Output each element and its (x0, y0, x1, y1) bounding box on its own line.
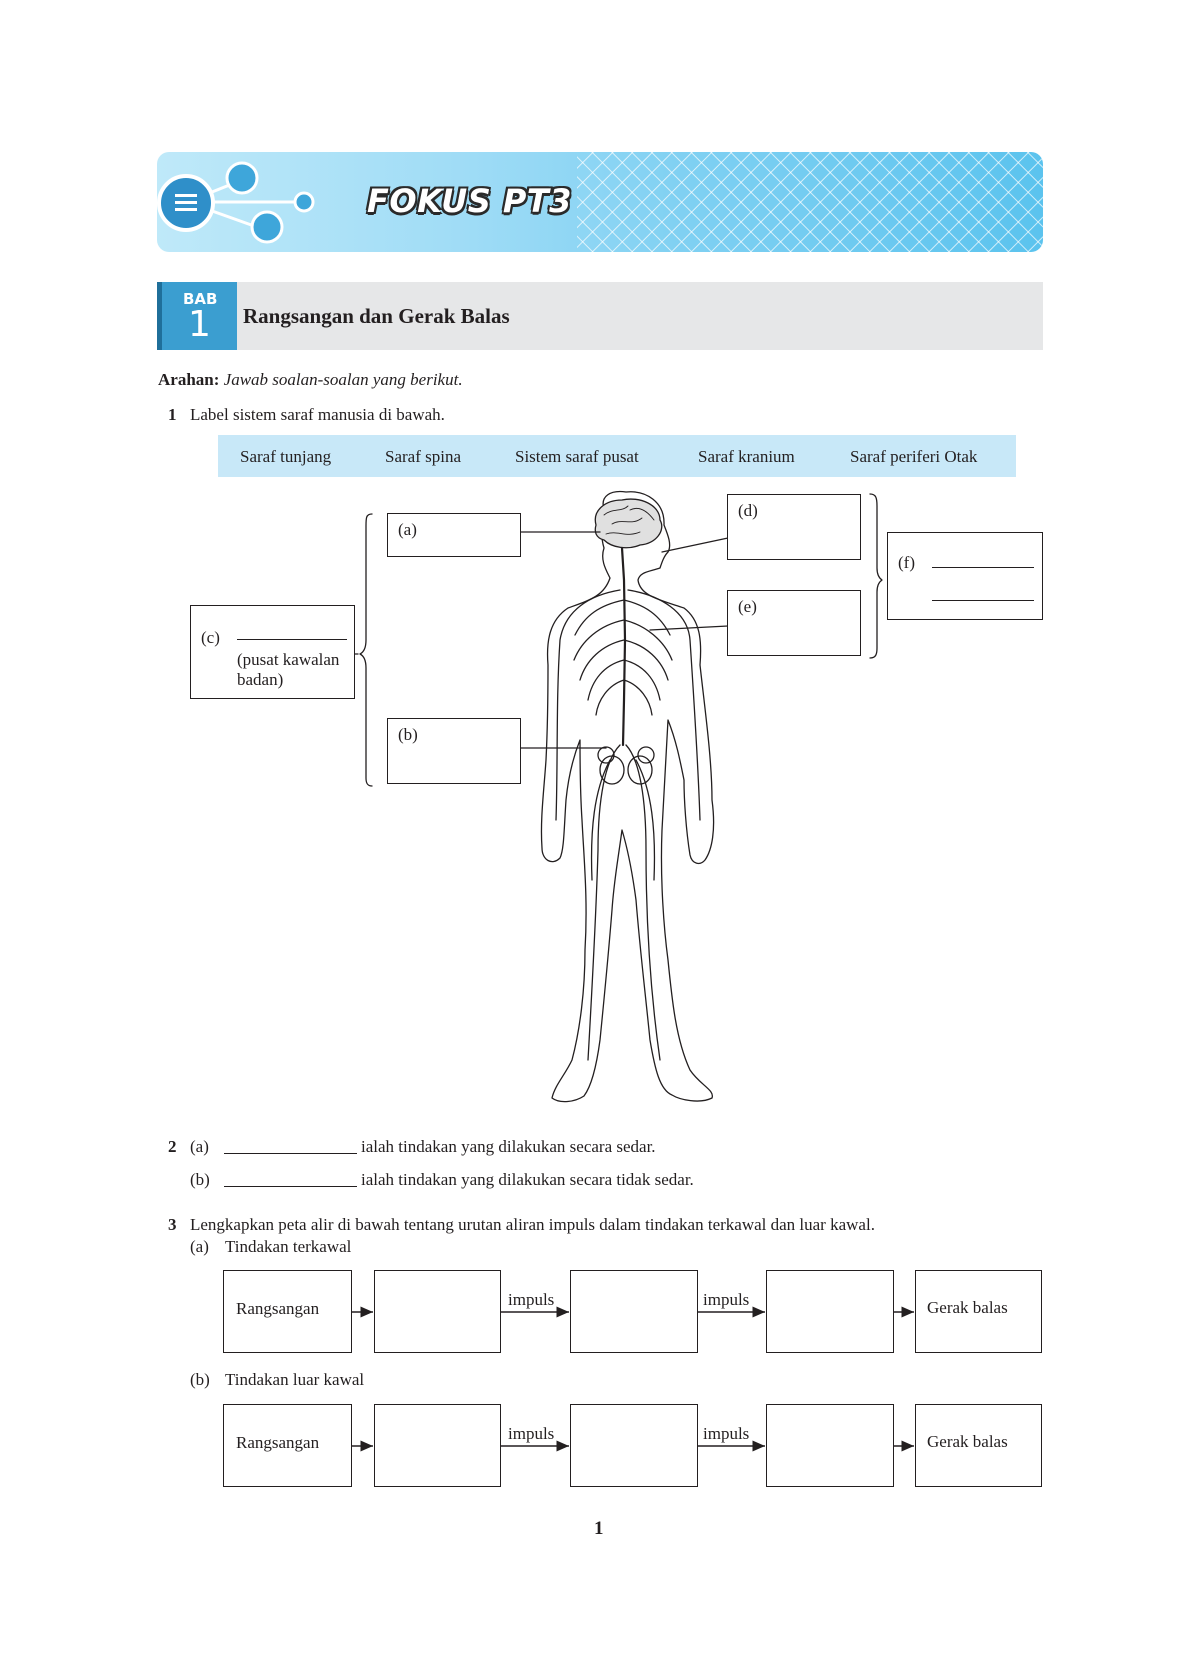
word-bank-item: Sistem saraf pusat (515, 447, 639, 466)
word-bank-item: Saraf periferi Otak (850, 447, 978, 466)
chapter-number: 1 (188, 304, 211, 345)
q3b-title: Tindakan luar kawal (225, 1370, 365, 1389)
impulse-label: impuls (703, 1290, 750, 1309)
page-number: 1 (594, 1518, 604, 1539)
flow-a-end-text: Gerak balas (927, 1298, 1008, 1317)
q2b-label: (b) (190, 1170, 210, 1189)
q2a-label: (a) (190, 1137, 209, 1156)
q3-number: 3 (168, 1215, 177, 1234)
label-d: (d) (738, 501, 758, 520)
q3-text: Lengkapkan peta alir di bawah tentang urutan aliran impuls dalam tindakan terkawal dan luar kawal. (190, 1215, 875, 1234)
banner-title: FOKUS PT3 (367, 182, 572, 220)
impulse-label: impuls (508, 1424, 555, 1443)
word-bank-item: Saraf kranium (698, 447, 795, 466)
q3a-title: Tindakan terkawal (225, 1237, 352, 1256)
instruction-label: Arahan: (158, 370, 220, 389)
q2b-text: ialah tindakan yang dilakukan secara tidak sedar. (361, 1170, 694, 1189)
impulse-label: impuls (703, 1424, 750, 1443)
chapter-title: Rangsangan dan Gerak Balas (243, 304, 510, 328)
flow-a-start-text: Rangsangan (236, 1299, 320, 1318)
label-b: (b) (398, 725, 418, 744)
word-bank-item: Saraf tunjang (240, 447, 332, 466)
label-e: (e) (738, 597, 757, 616)
impulse-label: impuls (508, 1290, 555, 1309)
label-c-note: badan) (237, 670, 284, 689)
label-c: (c) (201, 628, 220, 647)
label-a: (a) (398, 520, 417, 539)
label-c-note: (pusat kawalan (237, 650, 340, 669)
q2a-text: ialah tindakan yang dilakukan secara sedar. (361, 1137, 656, 1156)
q3b-label: (b) (190, 1370, 210, 1389)
instruction-text: Jawab soalan-soalan yang berikut. (223, 370, 463, 389)
q2-number: 2 (168, 1137, 177, 1156)
flow-b-start-text: Rangsangan (236, 1433, 320, 1452)
flow-b-end-text: Gerak balas (927, 1432, 1008, 1451)
q1-text: Label sistem saraf manusia di bawah. (190, 405, 445, 424)
q1-number: 1 (168, 405, 177, 424)
word-bank-item: Saraf spina (385, 447, 462, 466)
q3a-label: (a) (190, 1237, 209, 1256)
label-f: (f) (898, 553, 915, 572)
bab-label: BAB (183, 290, 218, 308)
